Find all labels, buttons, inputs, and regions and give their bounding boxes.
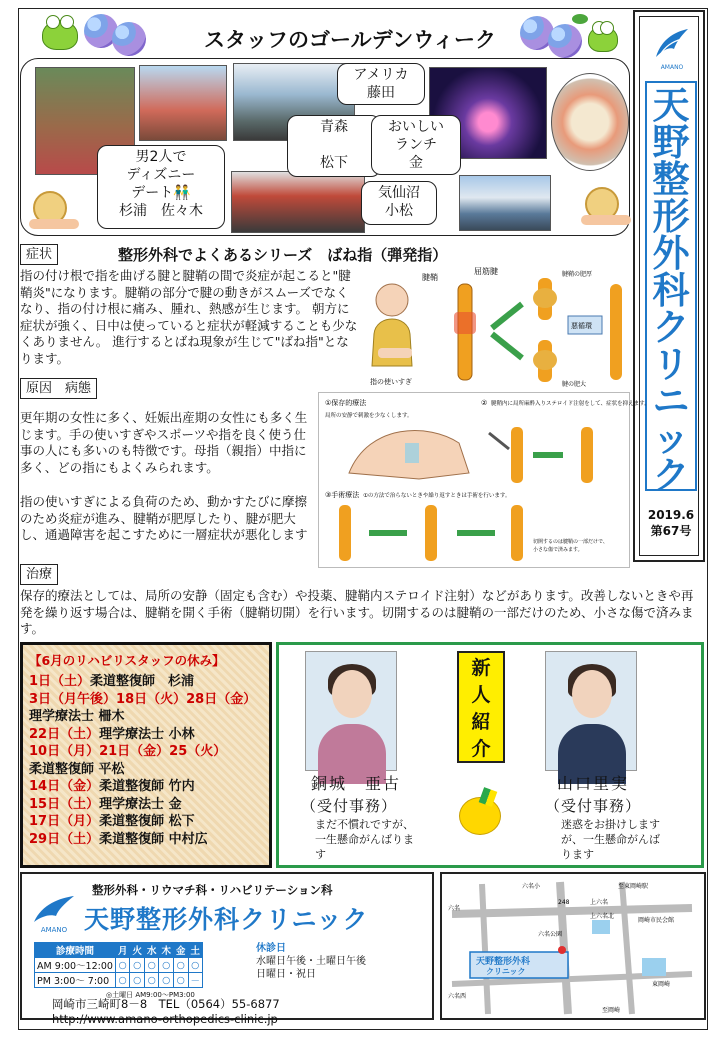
schedule-line — [29, 796, 263, 814]
schedule-date: 1日（土） — [29, 674, 91, 689]
staff-role-1: （受付事務） — [301, 797, 398, 815]
access-map — [440, 872, 706, 1020]
symptom-text: 指の付け根で指を曲げる腱と腱鞘の間で炎症が起こると"腱鞘炎"になります。腱鞘の部分で腱の動きがスムーズでなくなり、指の付け根に痛み、腫れ、熱感が生じます。 朝方に症状が強く、日中は使っていると症状が軽減することも少なくありません。 進行するとばね現象が生じて"ばね指"となります。 — [20, 268, 358, 366]
page-title: スタッフのゴールデンウィーク — [204, 28, 496, 52]
new-staff-section — [276, 642, 704, 868]
caption-line: おいしい — [388, 119, 444, 135]
photo-collage — [20, 58, 630, 236]
hours-mark: ○ — [115, 958, 130, 973]
hours-table — [34, 942, 203, 988]
schedule-staff: 柔道整復師 松下 — [99, 814, 195, 829]
issue-info — [640, 507, 702, 539]
hours-note: ◎土曜日 AM9:00～PM3:00 — [106, 991, 195, 999]
caption-line: 松下 — [320, 155, 348, 171]
footer-logo — [30, 894, 78, 934]
svg-text:腱鞘: 腱鞘 — [422, 273, 438, 282]
sushi-photo — [551, 73, 629, 171]
disney-caption — [97, 145, 225, 229]
title-char: 外 — [652, 232, 690, 275]
hours-day-header: 金 — [174, 943, 189, 958]
svg-text:六名小: 六名小 — [522, 883, 541, 890]
new-staff-title-char: 紹 — [471, 711, 491, 733]
hours-time: AM 9:00～12:00 — [35, 958, 116, 973]
hours-day-header: 木 — [159, 943, 174, 958]
svg-text:③手術療法: ③手術療法 — [325, 491, 360, 499]
caption-line: ランチ — [395, 137, 437, 153]
address-line: 岡崎市三崎町8－8 TEL（0564）55-6877 — [52, 997, 280, 1011]
schedule-line — [29, 778, 263, 796]
new-staff-title-char: 人 — [471, 684, 491, 706]
schedule-heading: 【6月のリハビリスタッフの休み】 — [29, 653, 225, 668]
treatment-text: 保存的療法としては、局所の安静（固定も含む）や投薬、腱鞘内ステロイド注射）などがあります。改善しないときや再発を繰り返す場合は、腱鞘を開く手術（腱鞘切開）を行います。切開するのは腱鞘の一部だけのため、小さな傷で済みます。 — [20, 588, 694, 636]
wing-logo-icon — [30, 894, 78, 926]
clinic-name: 天野整形外科クリニック — [84, 905, 369, 934]
treatment-illustration — [318, 392, 650, 568]
holiday-line-1: 水曜日午後・土曜日午後 — [256, 956, 366, 967]
hours-mark: ○ — [174, 958, 189, 973]
svg-text:局所の安静で刺激を少なくします。: 局所の安静で刺激を少なくします。 — [325, 413, 413, 419]
title-char: ニ — [652, 380, 690, 423]
title-char: 天 — [652, 84, 690, 127]
schedule-line — [29, 708, 263, 726]
schedule-date: 15日（土） — [29, 796, 100, 812]
caption-line: 気仙沼 — [378, 185, 420, 201]
title-char: ク — [652, 454, 690, 497]
schedule-line — [29, 691, 263, 709]
svg-text:六名西: 六名西 — [448, 993, 467, 1000]
selfie-photo — [139, 65, 227, 141]
svg-text:六名: 六名 — [448, 905, 461, 912]
frog-icon — [588, 26, 618, 52]
series-title: 整形外科でよくあるシリーズ ばね指（弾発指） — [118, 246, 448, 264]
title-char: ッ — [652, 417, 690, 460]
schedule-staff: 理学療法士 柵木 — [29, 709, 125, 724]
cause-text-1: 更年期の女性に多く、妊娠出産期の女性にも多く生じます。手の使いすぎやスポーツや指を良く使う仕事の人にも多いのも特徴です。母指（親指）中指に多く、どの指にもよくみられます。 — [20, 410, 308, 475]
schedule-date: 3日（月午後）18日（火）28日（金） — [29, 691, 257, 707]
schedule-staff: 柔道整復師 中村広 — [99, 831, 208, 847]
clinic-footer — [20, 872, 434, 1026]
treatment-diagram — [319, 393, 650, 567]
hours-mark: － — [188, 973, 203, 988]
america-caption — [337, 63, 425, 105]
title-char: 整 — [652, 158, 690, 201]
clinic-location-marker — [558, 946, 566, 954]
staff-photo-1 — [305, 651, 397, 771]
svg-text:クリニック: クリニック — [486, 967, 526, 976]
issue-number: 第67号 — [650, 524, 692, 538]
svg-text:小さな傷で済みます。: 小さな傷で済みます。 — [533, 547, 583, 553]
snail-icon — [581, 185, 631, 225]
clinic-logo-text: AMANO — [660, 64, 684, 71]
caption-line: 杉浦 佐々木 — [119, 203, 203, 219]
new-staff-title-char: 新 — [471, 657, 491, 679]
side-title-band — [633, 10, 705, 562]
schedule-line — [29, 813, 263, 831]
holiday-info — [256, 942, 366, 981]
staff-name-2: 山口里実 — [557, 774, 630, 793]
treatment-label: 治療 — [20, 564, 58, 585]
cause-text-2: 指の使いすぎによる負荷のため、動かすたびに摩擦のため炎症が進み、腱鞘が肥厚したり、腱が肥大し、通過障害を起こすために一層症状が悪化します — [20, 494, 308, 542]
svg-text:悪循環: 悪循環 — [571, 322, 592, 330]
side-inner-frame — [639, 16, 699, 556]
schedule-lines — [29, 673, 263, 848]
caption-line: 男2人で — [135, 149, 187, 165]
new-staff-title — [457, 651, 505, 763]
hours-mark: ○ — [159, 973, 174, 988]
svg-text:指の使いすぎ: 指の使いすぎ — [370, 378, 412, 386]
svg-text:①保存的療法: ①保存的療法 — [325, 399, 367, 407]
schedule-date: 22日（土） — [29, 726, 100, 742]
hours-mark: ○ — [115, 973, 130, 988]
staff-role-2: （受付事務） — [545, 797, 642, 815]
caption-line: 青森 — [320, 119, 348, 135]
symptom-label: 症状 — [20, 244, 58, 265]
holiday-label: 休診日 — [256, 943, 286, 954]
title-char: 野 — [652, 121, 690, 164]
schedule-staff: 柔道整復師 竹内 — [99, 779, 195, 794]
frog-icon — [42, 20, 78, 50]
staff-message-2: 迷惑をお掛けしますが、一生懸命がんばります — [561, 818, 660, 861]
hours-day-header: 火 — [130, 943, 145, 958]
rehab-schedule — [20, 642, 272, 868]
wing-logo-icon — [652, 27, 692, 61]
hours-mark: ○ — [188, 958, 203, 973]
svg-text:248: 248 — [558, 899, 570, 906]
trigger-finger-diagram — [362, 264, 630, 392]
kesennuma-caption — [361, 181, 437, 225]
hours-day-header: 水 — [144, 943, 159, 958]
svg-text:屈筋腱: 屈筋腱 — [474, 267, 498, 276]
schedule-date: 17日（月） — [29, 814, 100, 829]
caption-line: 小松 — [385, 203, 413, 219]
footer-logo-text: AMANO — [40, 926, 68, 934]
hours-day-header: 土 — [188, 943, 203, 958]
caption-line: アメリカ — [353, 67, 409, 83]
title-char: 形 — [652, 195, 690, 238]
hours-header-label: 診療時間 — [35, 943, 116, 958]
kesennuma-photo — [459, 175, 551, 231]
svg-text:腱鞘内に局所麻酔入りステロイド注射をして、症状を抑えます。: 腱鞘内に局所麻酔入りステロイド注射をして、症状を抑えます。 — [491, 401, 650, 407]
caption-line: デート👬 — [131, 185, 191, 201]
clinic-address — [52, 996, 280, 1026]
leaf-icon — [572, 14, 588, 24]
hours-day-header: 月 — [115, 943, 130, 958]
staff-photo-2 — [545, 651, 637, 771]
staff-message-1: まだ不慣れですが、一生懸命がんばります — [315, 818, 414, 861]
hours-mark: ○ — [130, 973, 145, 988]
schedule-line — [29, 673, 263, 691]
clinic-logo — [652, 27, 692, 71]
hours-mark: ○ — [144, 973, 159, 988]
issue-date: 2019.6 — [647, 508, 695, 522]
svg-text:上六名北: 上六名北 — [590, 913, 615, 920]
lunch-photo — [231, 171, 365, 233]
svg-text:東岡崎: 東岡崎 — [652, 981, 671, 988]
map-diagram — [442, 874, 704, 1018]
caption-line: 金 — [409, 155, 423, 171]
schedule-line — [29, 831, 263, 849]
caption-line: ディズニー — [126, 167, 196, 183]
holiday-line-2: 日曜日・祝日 — [256, 969, 316, 980]
schedule-line — [29, 761, 263, 779]
staff-name-1: 銅城 亜古 — [311, 774, 402, 793]
svg-text:岡崎市民会館: 岡崎市民会館 — [638, 917, 675, 924]
map-clinic-label: 天野整形外科 — [476, 957, 531, 967]
title-char: ク — [652, 306, 690, 349]
svg-text:②: ② — [481, 399, 488, 407]
snail-icon — [29, 189, 79, 229]
schedule-staff: 柔道整復師 平松 — [29, 761, 125, 777]
cause-label: 原因 病態 — [20, 378, 97, 399]
new-staff-title-char: 介 — [471, 738, 491, 760]
title-char: 科 — [652, 269, 690, 312]
svg-text:腱鞘の肥厚: 腱鞘の肥厚 — [562, 271, 593, 278]
schedule-staff: 理学療法士 金 — [99, 796, 182, 812]
schedule-date: 10日（月）21日（金）25（火） — [29, 744, 227, 759]
hydrangea-icon — [112, 22, 146, 56]
schedule-line — [29, 743, 263, 761]
clinic-departments: 整形外科・リウマチ科・リハビリテーション科 — [92, 883, 333, 897]
clinic-url[interactable]: http://www.amano-orthopedics-clinic.jp — [52, 1012, 278, 1026]
schedule-staff: 理学療法士 小林 — [99, 726, 195, 742]
schedule-staff: 柔道整復師 杉浦 — [90, 674, 195, 689]
caption-line — [292, 136, 376, 154]
svg-text:切開するのは腱鞘の一部だけで、: 切開するのは腱鞘の一部だけで、 — [533, 539, 608, 545]
hours-mark: ○ — [130, 958, 145, 973]
hours-mark: ○ — [174, 973, 189, 988]
trigger-finger-illustration — [362, 264, 630, 392]
svg-text:上六名: 上六名 — [590, 899, 609, 906]
caption-line: 藤田 — [367, 85, 395, 101]
schedule-line — [29, 726, 263, 744]
svg-text:至岡崎: 至岡崎 — [602, 1007, 621, 1014]
schedule-date: 14日（金） — [29, 779, 100, 794]
clinic-vertical-title — [645, 81, 697, 497]
schedule-date: 29日（土） — [29, 831, 100, 847]
svg-text:①の方法で治らないときや繰り返すときは手術を行います。: ①の方法で治らないときや繰り返すときは手術を行います。 — [363, 493, 511, 499]
hours-mark: ○ — [159, 958, 174, 973]
beginner-chick-icon — [455, 789, 505, 837]
title-char: リ — [652, 343, 690, 386]
hydrangea-icon — [548, 24, 582, 58]
hours-time: PM 3:00～ 7:00 — [35, 973, 116, 988]
aomori-caption — [287, 115, 381, 177]
svg-text:腱の肥大: 腱の肥大 — [562, 381, 587, 388]
hours-mark: ○ — [144, 958, 159, 973]
svg-text:至東岡崎駅: 至東岡崎駅 — [618, 883, 649, 890]
svg-text:六名公園: 六名公園 — [538, 931, 563, 938]
lunch-caption — [371, 115, 461, 175]
